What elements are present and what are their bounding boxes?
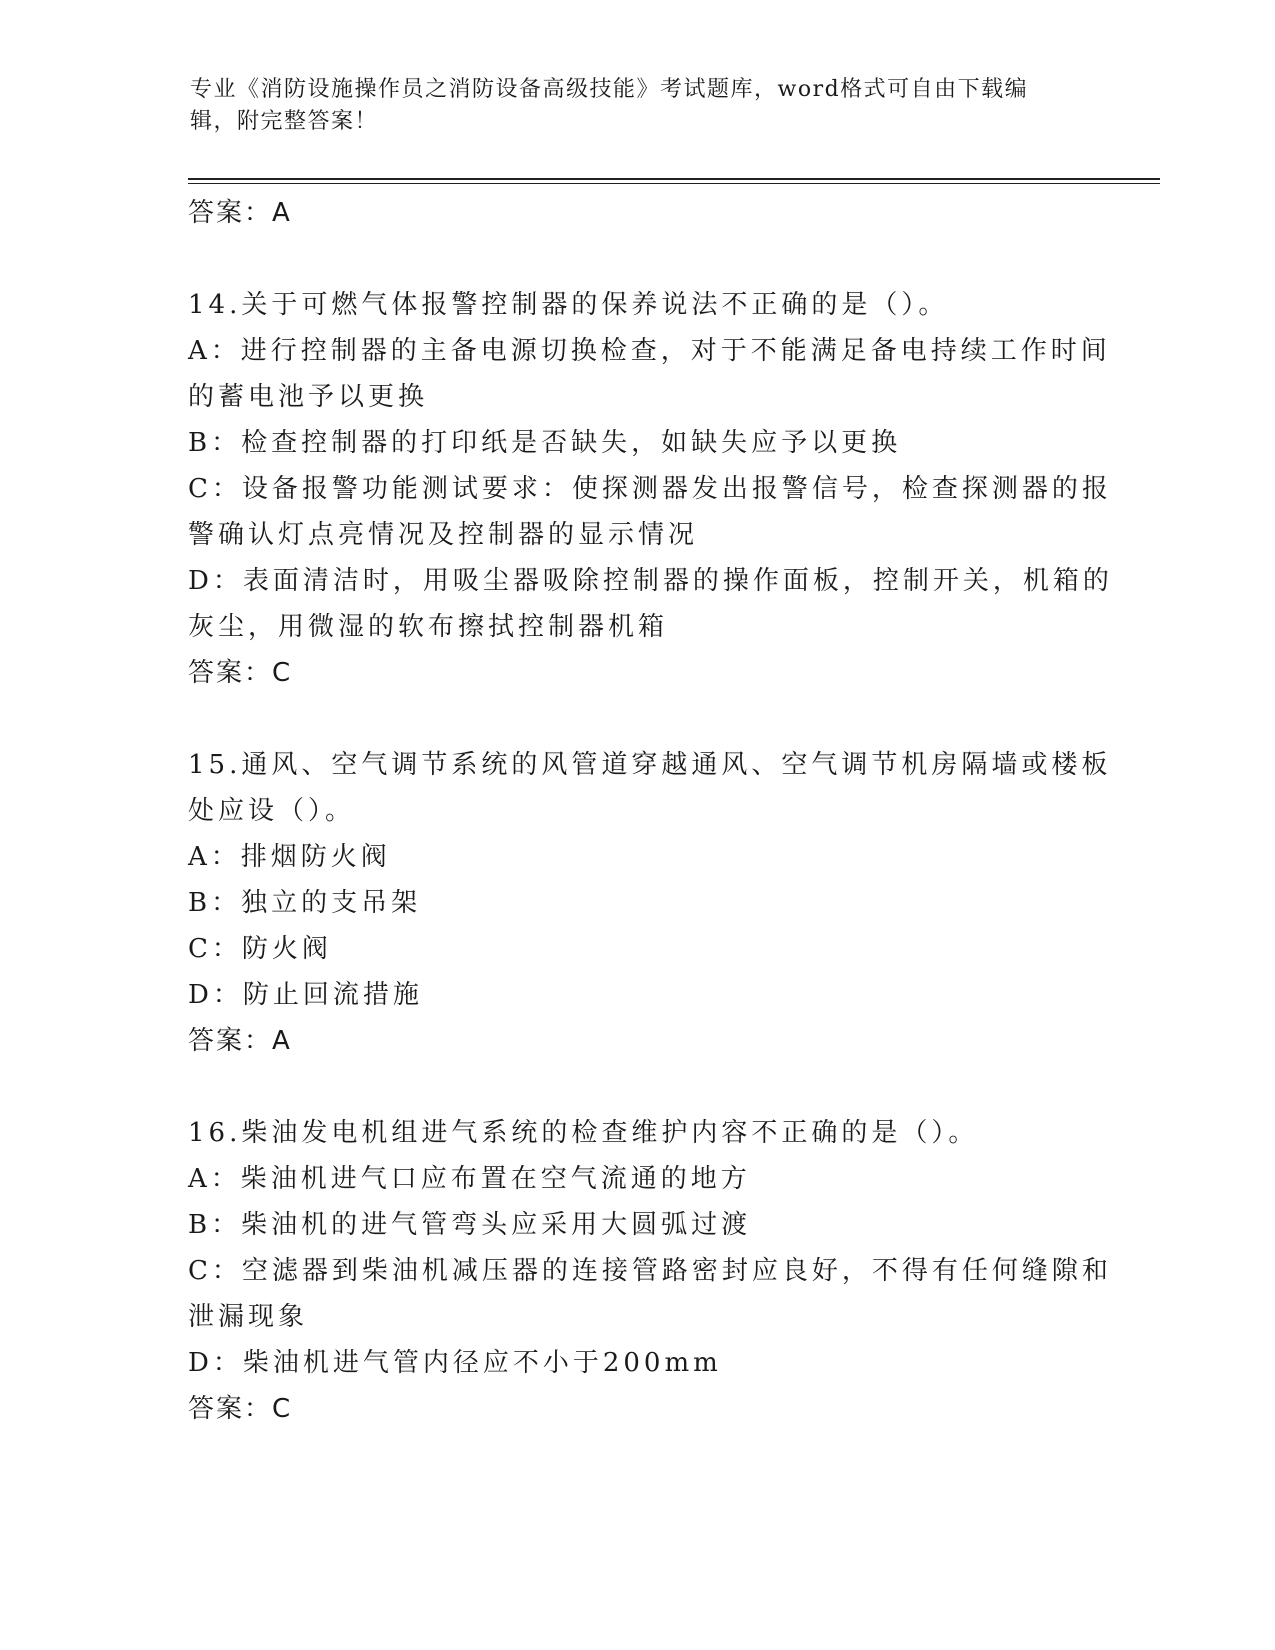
question-block (188, 282, 1113, 696)
answer-value: A (272, 1026, 292, 1056)
answer-prefix: 答案： (188, 198, 273, 228)
option-a: A：排烟防火阀 (188, 842, 391, 872)
option-a-line-2: 的蓄电池予以更换 (188, 382, 429, 412)
answer-value: A (272, 198, 292, 228)
answer-prefix: 答案： (188, 1394, 273, 1424)
option-b: B：检查控制器的打印纸是否缺失，如缺失应予以更换 (188, 428, 902, 458)
question-block (188, 742, 1112, 1064)
option-b: B：独立的支吊架 (188, 888, 422, 918)
header-line-1: 专业《消防设施操作员之消防设备高级技能》考试题库，word格式可自由下载编 (190, 77, 1029, 102)
option-d-line-2: 灰尘，用微湿的软布擦拭控制器机箱 (188, 612, 669, 642)
spacer (188, 696, 1088, 742)
option-d: D：柴油机进气管内径应不小于200mm (188, 1348, 722, 1378)
spacer (188, 1064, 1088, 1110)
question-block (188, 1110, 1112, 1432)
option-b: B：柴油机的进气管弯头应采用大圆弧过渡 (188, 1210, 752, 1240)
option-d: D：防止回流措施 (188, 980, 423, 1010)
option-c: C：防火阀 (188, 934, 332, 964)
question-content (188, 190, 1113, 1432)
option-c-line-1: C：空滤器到柴油机减压器的连接管路密封应良好，不得有任何缝隙和 (188, 1256, 1112, 1286)
option-a: A：柴油机进气口应布置在空气流通的地方 (188, 1164, 751, 1194)
option-c-line-1: C：设备报警功能测试要求：使探测器发出报警信号，检查探测器的报 (188, 474, 1112, 504)
answer-prefix: 答案： (188, 658, 273, 688)
answer-line (188, 1386, 1088, 1432)
question-stem-line-1: 15.通风、空气调节系统的风管道穿越通风、空气调节机房隔墙或楼板 (188, 750, 1112, 780)
header-line-2: 辑，附完整答案！ (190, 109, 379, 134)
question-stem: 16.柴油发电机组进气系统的检查维护内容不正确的是（）。 (188, 1118, 979, 1148)
answer-value: C (272, 658, 293, 688)
header-rule-thick (188, 178, 1160, 180)
page-header (190, 74, 1090, 138)
answer-line (188, 190, 1088, 236)
question-stem-line-2: 处应设（）。 (188, 796, 356, 826)
option-c-line-2: 泄漏现象 (188, 1302, 309, 1332)
answer-value: C (272, 1394, 293, 1424)
spacer (188, 236, 1088, 282)
question-stem: 14.关于可燃气体报警控制器的保养说法不正确的是（）。 (188, 290, 949, 320)
option-a-line-1: A：进行控制器的主备电源切换检查，对于不能满足备电持续工作时间 (188, 336, 1111, 366)
option-c-line-2: 警确认灯点亮情况及控制器的显示情况 (188, 520, 699, 550)
option-d-line-1: D：表面清洁时，用吸尘器吸除控制器的操作面板，控制开关，机箱的 (188, 566, 1113, 596)
answer-line (188, 650, 1088, 696)
header-rule-thin (188, 183, 1160, 184)
answer-line (188, 1018, 1088, 1064)
answer-prefix: 答案： (188, 1026, 273, 1056)
